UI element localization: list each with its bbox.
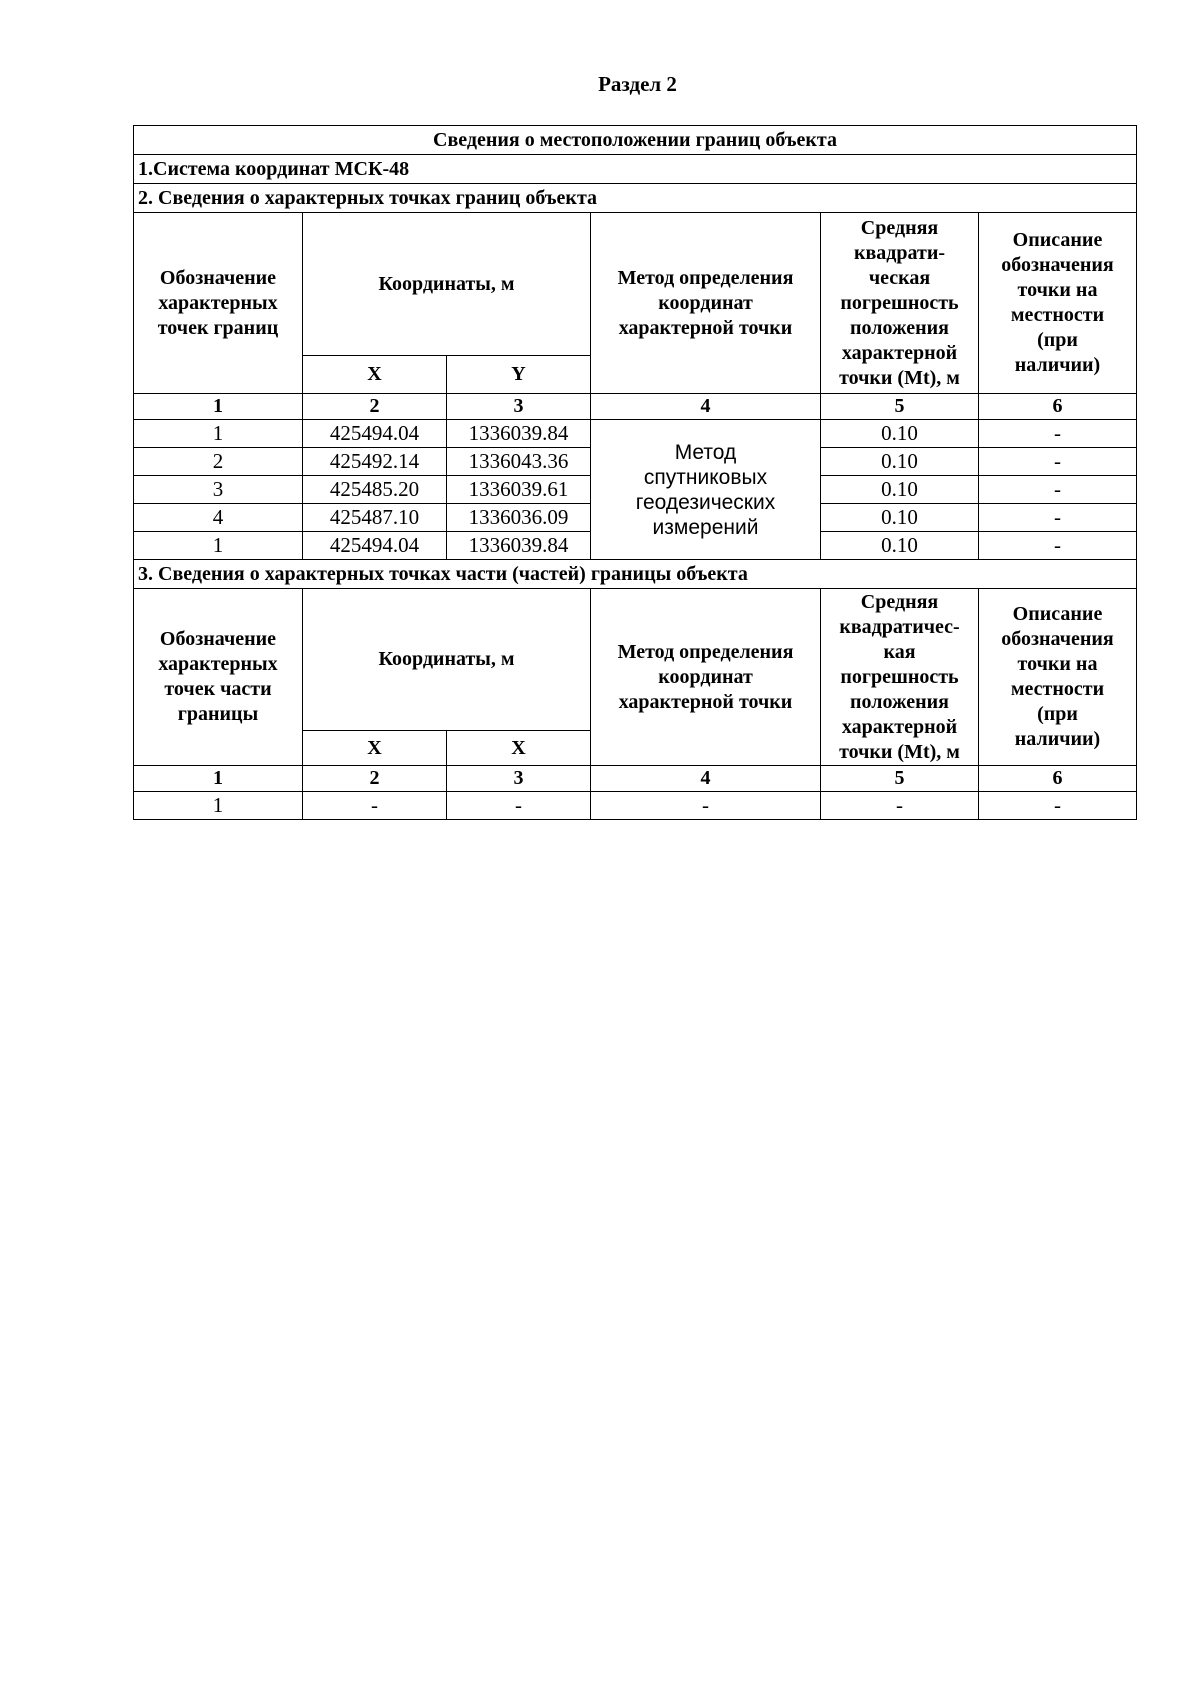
section2-colnum: 5 (821, 394, 979, 420)
coord-y: 1336039.84 (447, 532, 591, 560)
description: - (979, 420, 1137, 448)
section2-colnum: 3 (447, 394, 591, 420)
table-row (134, 420, 1137, 448)
coord-y: 1336039.84 (447, 420, 591, 448)
section2-header-point: Обозначение характерных точек границ (134, 213, 303, 394)
point-number: 2 (134, 448, 303, 476)
point-number: 4 (134, 504, 303, 532)
section2-header-desc: Описание обозначения точки на местности (при наличии) (979, 213, 1137, 394)
error-value: - (821, 792, 979, 820)
point-number: 1 (134, 420, 303, 448)
description: - (979, 448, 1137, 476)
error-value: 0.10 (821, 420, 979, 448)
section3-header-point: Обозначение характерных точек части границы (134, 589, 303, 766)
section3-header-coords: Координаты, м (303, 589, 591, 731)
coord-y: 1336043.36 (447, 448, 591, 476)
error-value: 0.10 (821, 532, 979, 560)
section3-header-error: Средняя квадратичес- кая погрешность положения характерной точки (Mt), м (821, 589, 979, 766)
section3-title: 3. Сведения о характерных точках части (частей) границы объекта (134, 560, 1137, 589)
section3-colnum: 5 (821, 766, 979, 792)
coordinate-system: 1.Система координат МСК-48 (134, 155, 1137, 184)
section2-header-x: X (303, 356, 447, 394)
description: - (979, 532, 1137, 560)
description: - (979, 504, 1137, 532)
section2-colnum: 6 (979, 394, 1137, 420)
section2-header-error: Средняя квадрати- ческая погрешность положения характерной точки (Mt), м (821, 213, 979, 394)
coord-y: 1336036.09 (447, 504, 591, 532)
boundary-table (133, 125, 1137, 820)
section2-header-coords: Координаты, м (303, 213, 591, 356)
coord-x: 425487.10 (303, 504, 447, 532)
coord-y: - (447, 792, 591, 820)
description: - (979, 476, 1137, 504)
section3-header-y: X (447, 731, 591, 766)
section2-title: 2. Сведения о характерных точках границ объекта (134, 184, 1137, 213)
error-value: 0.10 (821, 476, 979, 504)
section2-colnum: 2 (303, 394, 447, 420)
coord-x: - (303, 792, 447, 820)
section3-header-x: X (303, 731, 447, 766)
coord-y: 1336039.61 (447, 476, 591, 504)
section3-colnum: 1 (134, 766, 303, 792)
page-title: Раздел 2 (598, 72, 677, 96)
description: - (979, 792, 1137, 820)
coord-x: 425494.04 (303, 532, 447, 560)
error-value: 0.10 (821, 504, 979, 532)
method-cell: Метод спутниковых геодезических измерений (591, 420, 821, 560)
table-row (134, 792, 1137, 820)
point-number: 1 (134, 532, 303, 560)
method-value: - (591, 792, 821, 820)
section2-header-y: Y (447, 356, 591, 394)
point-number: 1 (134, 792, 303, 820)
error-value: 0.10 (821, 448, 979, 476)
section2-colnum: 1 (134, 394, 303, 420)
table-title: Сведения о местоположении границ объекта (134, 126, 1137, 155)
coord-x: 425494.04 (303, 420, 447, 448)
coord-x: 425492.14 (303, 448, 447, 476)
section2-header-method: Метод определения координат характерной точки (591, 213, 821, 394)
section3-header-method: Метод определения координат характерной точки (591, 589, 821, 766)
section3-colnum: 4 (591, 766, 821, 792)
point-number: 3 (134, 476, 303, 504)
section2-colnum: 4 (591, 394, 821, 420)
section3-header-desc: Описание обозначения точки на местности (при наличии) (979, 589, 1137, 766)
section3-colnum: 6 (979, 766, 1137, 792)
section3-colnum: 3 (447, 766, 591, 792)
coord-x: 425485.20 (303, 476, 447, 504)
section3-colnum: 2 (303, 766, 447, 792)
